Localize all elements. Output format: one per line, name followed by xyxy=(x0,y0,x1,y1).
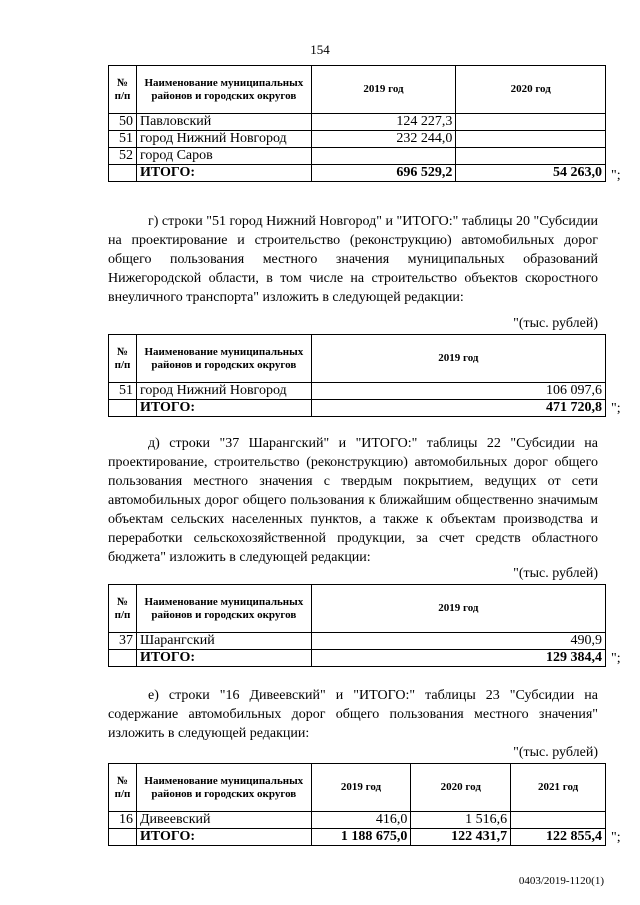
row-2019: 232 244,0 xyxy=(311,131,456,148)
header-2021: 2021 год xyxy=(511,764,606,812)
header-num: № п/п xyxy=(109,66,137,114)
row-name: Дивеевский xyxy=(136,812,311,829)
total-2019: 1 188 675,0 xyxy=(311,829,411,846)
header-2019: 2019 год xyxy=(311,764,411,812)
header-2019: 2019 год xyxy=(311,66,456,114)
total-2019: 471 720,8 xyxy=(311,400,605,417)
row-name: город Нижний Новгород xyxy=(136,383,311,400)
row-2019: 416,0 xyxy=(311,812,411,829)
total-2019: 696 529,2 xyxy=(311,165,456,182)
table-2 xyxy=(108,334,606,417)
row-name: Павловский xyxy=(136,114,311,131)
paragraph-d: д) строки "37 Шарангский" и "ИТОГО:" таблицы 22 "Субсидии на проектирование, строительство (реконструкцию) автомобильных дорог общего пользования местного значения с твердым покрытием, ведущих от сети автомобильных дорог общего пользования к ближайшим общественно значимым объектам сельских населенных пунктов, а также к объектам производства и переработки сельскохозяйственной продукции, за счет средств областного бюджета" изложить в следующей редакции: xyxy=(108,436,598,565)
paragraph-g: г) строки "51 город Нижний Новгород" и "ИТОГО:" таблицы 20 "Субсидии на проектирование и строительство (реконструкцию) автомобильных дорог общего пользования местного значения муниципальных образований Нижегородской области, в том числе на строительство объектов скоростного внеуличного транспорта" изложить в следующей редакции: xyxy=(108,214,598,305)
total-label: ИТОГО: xyxy=(136,165,311,182)
row-2020: 1 516,6 xyxy=(411,812,511,829)
closing-quote: "; xyxy=(611,168,621,183)
closing-quote: "; xyxy=(611,830,621,845)
header-num: № п/п xyxy=(109,764,137,812)
unit-label: "(тыс. рублей) xyxy=(513,566,598,581)
row-number: 50 xyxy=(109,114,137,131)
header-2019: 2019 год xyxy=(311,335,605,383)
header-name: Наименование муниципальных районов и городских округов xyxy=(136,335,311,383)
row-name: Шарангский xyxy=(136,633,311,650)
total-row xyxy=(109,165,606,182)
total-row xyxy=(109,650,606,667)
row-2020 xyxy=(456,148,606,165)
table-row xyxy=(109,812,606,829)
header-2019: 2019 год xyxy=(311,585,605,633)
table-row xyxy=(109,633,606,650)
table-3 xyxy=(108,584,606,667)
unit-label: "(тыс. рублей) xyxy=(513,745,598,760)
total-label: ИТОГО: xyxy=(136,829,311,846)
row-name: город Нижний Новгород xyxy=(136,131,311,148)
total-2021: 122 855,4 xyxy=(511,829,606,846)
row-2020 xyxy=(456,131,606,148)
row-number: 37 xyxy=(109,633,137,650)
header-num: № п/п xyxy=(109,335,137,383)
table-1 xyxy=(108,65,606,182)
header-name: Наименование муниципальных районов и городских округов xyxy=(136,66,311,114)
total-label: ИТОГО: xyxy=(136,400,311,417)
row-2019 xyxy=(311,148,456,165)
unit-label: "(тыс. рублей) xyxy=(513,316,598,331)
document-code: 0403/2019-1120(1) xyxy=(518,875,604,887)
page-number: 154 xyxy=(310,42,330,57)
header-2020: 2020 год xyxy=(456,66,606,114)
paragraph-e: е) строки "16 Дивеевский" и "ИТОГО:" таблицы 23 "Субсидии на содержание автомобильных дорог общего пользования местного значения" изложить в следующей редакции: xyxy=(108,688,598,741)
table-4 xyxy=(108,763,606,846)
row-number: 52 xyxy=(109,148,137,165)
table-row xyxy=(109,383,606,400)
header-name: Наименование муниципальных районов и городских округов xyxy=(136,764,311,812)
row-2019: 106 097,6 xyxy=(311,383,605,400)
row-number: 51 xyxy=(109,383,137,400)
table-row xyxy=(109,114,606,131)
closing-quote: "; xyxy=(611,401,621,416)
row-number: 16 xyxy=(109,812,137,829)
header-num: № п/п xyxy=(109,585,137,633)
total-row xyxy=(109,400,606,417)
total-2020: 54 263,0 xyxy=(456,165,606,182)
table-row xyxy=(109,131,606,148)
row-name: город Саров xyxy=(136,148,311,165)
row-2020 xyxy=(456,114,606,131)
total-label: ИТОГО: xyxy=(136,650,311,667)
total-row xyxy=(109,829,606,846)
row-2019: 124 227,3 xyxy=(311,114,456,131)
header-name: Наименование муниципальных районов и городских округов xyxy=(136,585,311,633)
closing-quote: "; xyxy=(611,651,621,666)
row-2021 xyxy=(511,812,606,829)
row-2019: 490,9 xyxy=(311,633,605,650)
row-number: 51 xyxy=(109,131,137,148)
header-2020: 2020 год xyxy=(411,764,511,812)
total-2020: 122 431,7 xyxy=(411,829,511,846)
table-row xyxy=(109,148,606,165)
total-2019: 129 384,4 xyxy=(311,650,605,667)
